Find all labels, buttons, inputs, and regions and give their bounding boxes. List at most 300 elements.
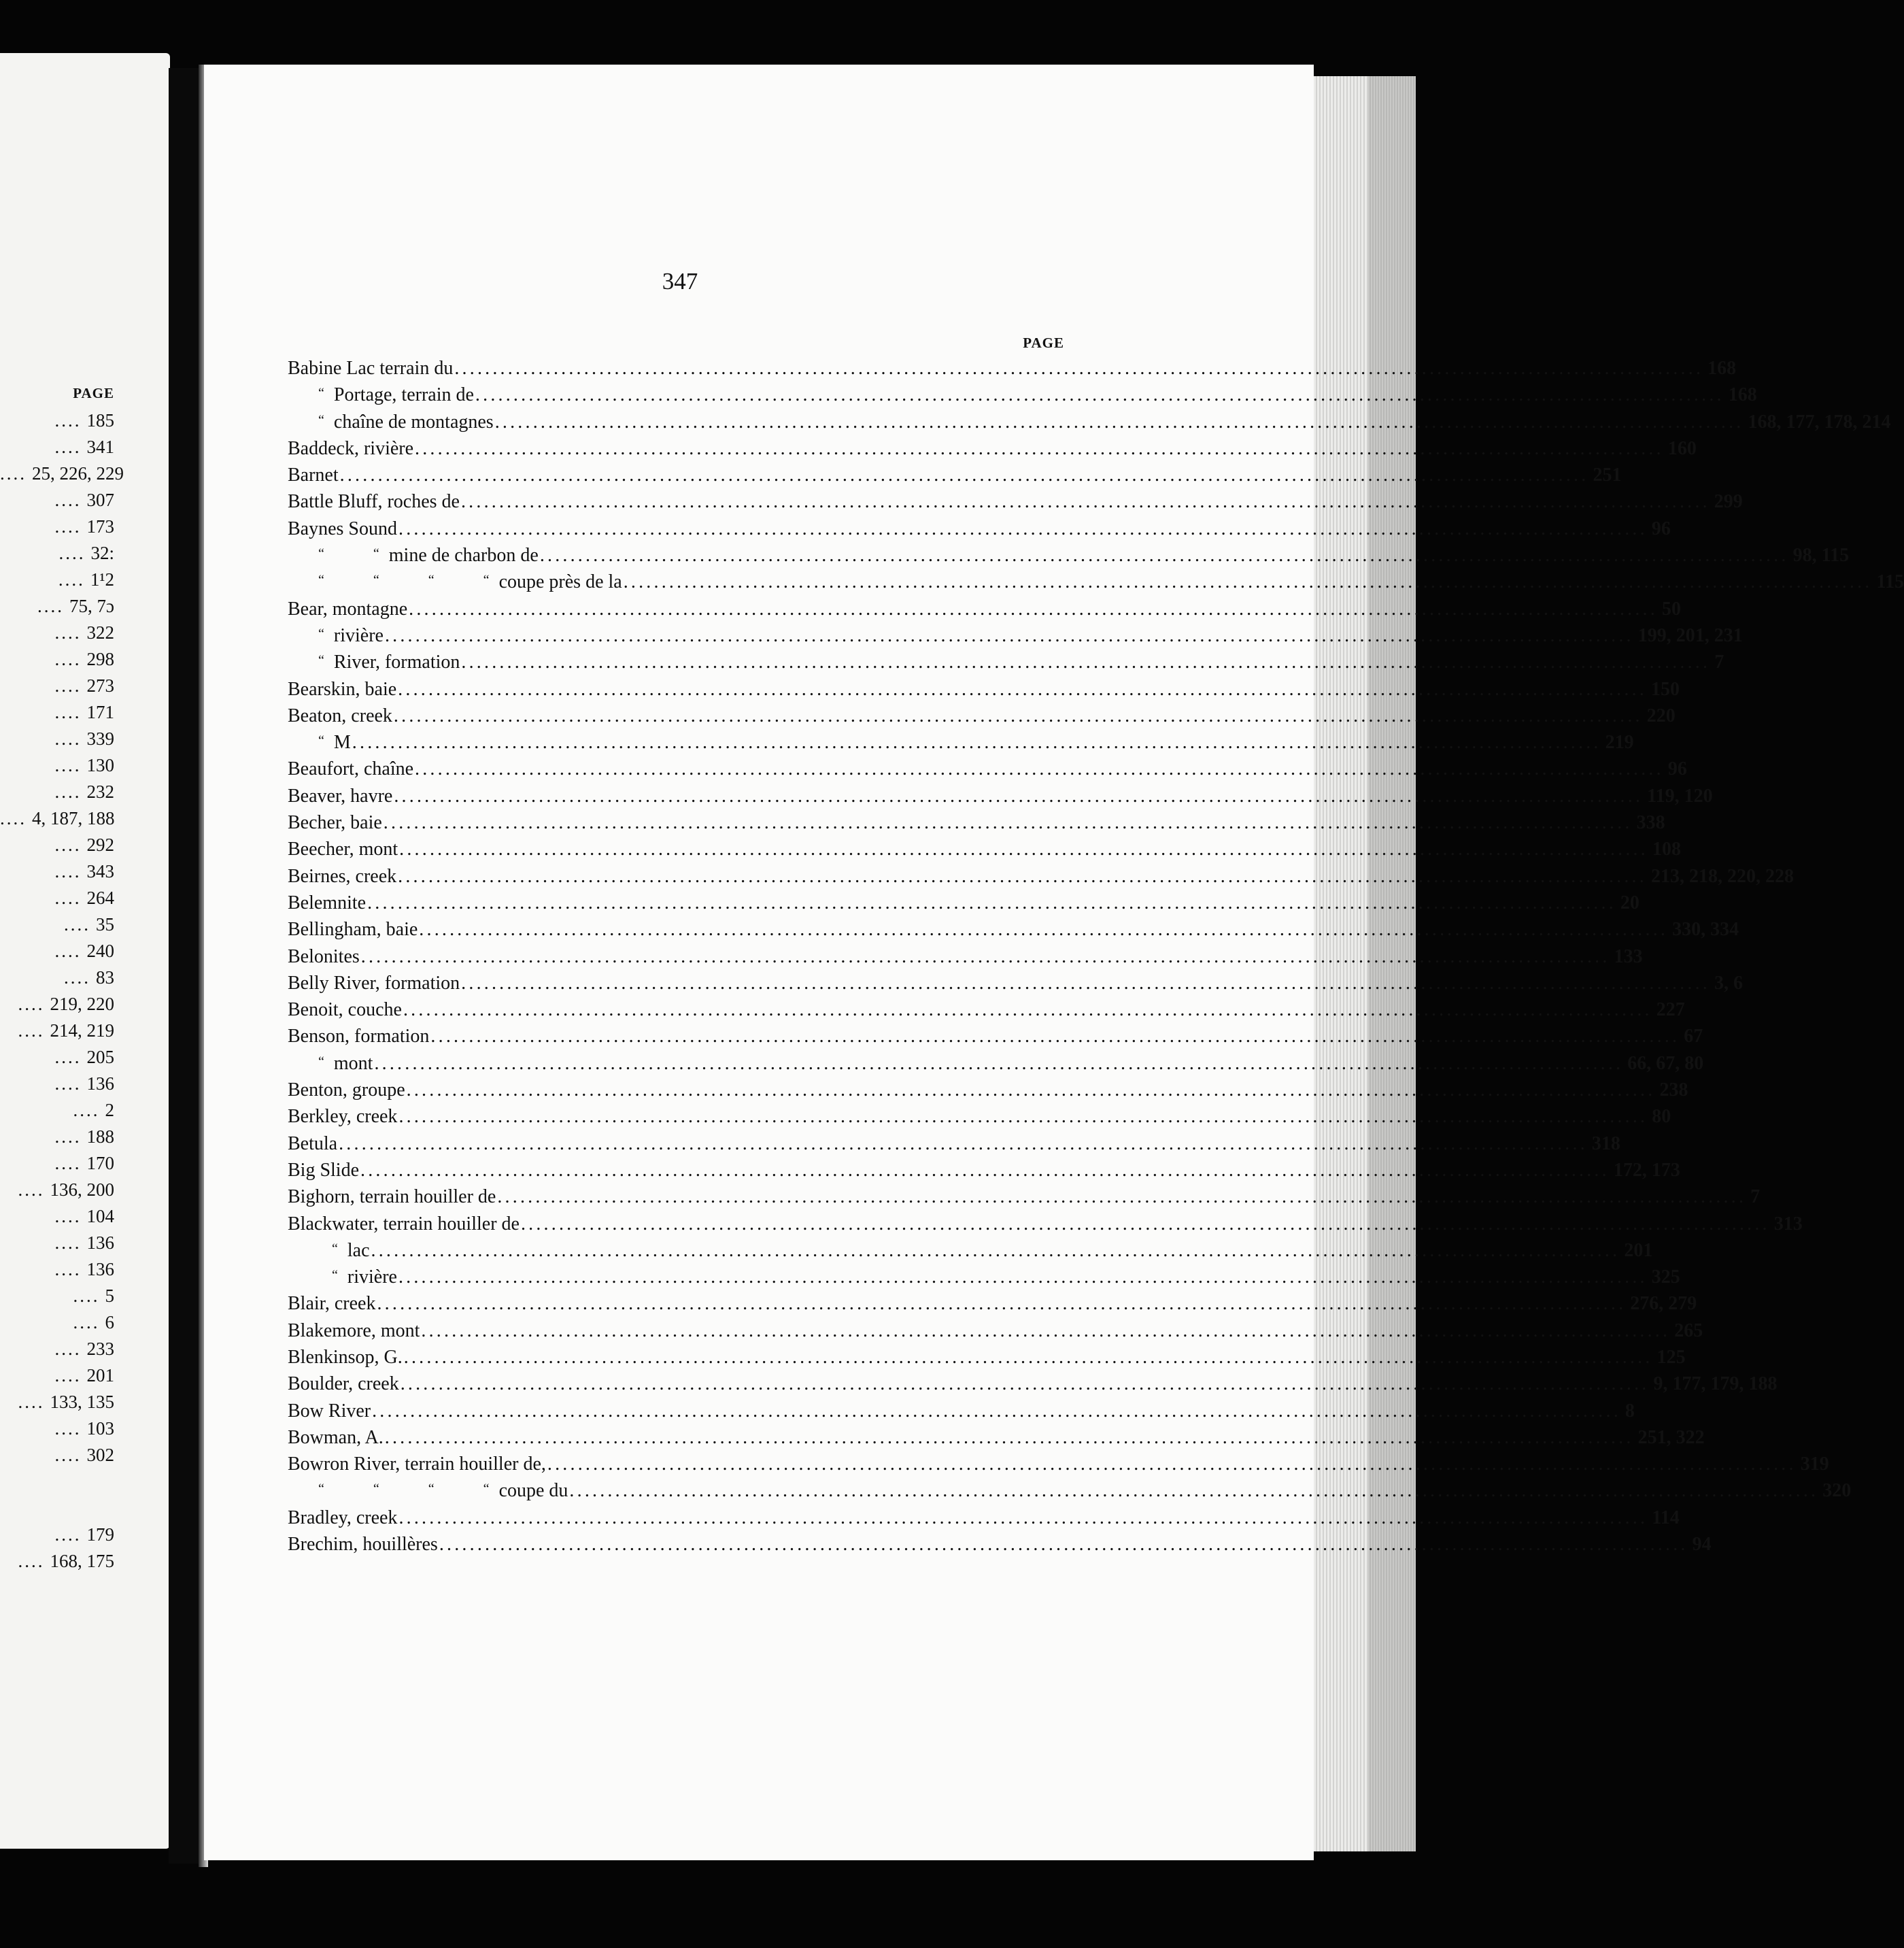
- index-entry: [288, 1451, 1829, 1477]
- entry-label: Baynes Sound: [288, 518, 397, 539]
- entry-label: Bear, montagne: [288, 598, 408, 620]
- entry-pages: 168: [1728, 384, 1757, 406]
- dot-leader: [547, 1451, 1797, 1477]
- entry-pages: 251: [1593, 465, 1622, 486]
- entry-label: Beaton, creek: [288, 705, 392, 726]
- entry-text-wrap: [288, 435, 413, 462]
- dot-leader: [454, 355, 1703, 382]
- entry-pages: 219: [1605, 732, 1634, 754]
- entry-text-wrap: [288, 836, 398, 862]
- left-page-line: .... 133, 135: [18, 1392, 114, 1412]
- left-page-line: .... 219, 220: [18, 994, 114, 1014]
- ditto-mark-icon: “: [318, 573, 324, 588]
- entry-label: Bighorn, terrain houiller de: [288, 1186, 496, 1208]
- entry-label: M: [333, 732, 351, 754]
- index-entry: [288, 1264, 1680, 1290]
- dot-leader: [415, 435, 1664, 462]
- entry-text-wrap: [288, 1344, 403, 1371]
- book-spine: [169, 68, 201, 1864]
- ditto-mark-icon: “: [332, 1268, 338, 1283]
- index-entry: [288, 1531, 1712, 1558]
- left-page-numbers: [0, 407, 124, 1575]
- left-page-number: 179: [86, 1524, 114, 1545]
- entry-text-wrap: [318, 1050, 373, 1077]
- entry-text-wrap: [332, 1237, 370, 1264]
- left-page-line: .... 307: [54, 490, 114, 510]
- entry-pages: 338: [1636, 812, 1665, 834]
- entry-pages: 227: [1656, 999, 1685, 1021]
- entry-pages: 299: [1714, 491, 1743, 513]
- left-page-line: .... 136: [54, 1232, 114, 1253]
- entry-text-wrap: [318, 622, 384, 649]
- dot-leader: [352, 729, 1601, 756]
- index-entry: [288, 1130, 1620, 1157]
- entry-text-wrap: [318, 409, 494, 435]
- index-entry: [288, 1371, 1778, 1397]
- left-page-header: PAGE: [73, 385, 114, 401]
- index-entry: [288, 916, 1739, 943]
- entry-pages: 9, 177, 179, 188: [1653, 1373, 1778, 1395]
- left-page-number: 185: [86, 410, 114, 431]
- left-page-number: 341: [86, 437, 114, 457]
- dot-leader: [404, 1344, 1653, 1371]
- dot-leader: [409, 596, 1658, 622]
- entry-label: mont: [333, 1052, 373, 1074]
- left-page-line: .... 214, 219: [18, 1020, 114, 1041]
- entry-label: coupe du: [498, 1480, 568, 1502]
- entry-pages: 213, 218, 220, 228: [1650, 865, 1794, 887]
- left-page-number: 75, 7ɔ: [69, 596, 114, 616]
- index-entry: [288, 1477, 1852, 1504]
- index-entry: [288, 1290, 1697, 1317]
- entry-label: Big Slide: [288, 1159, 360, 1181]
- entry-label: Belemnite: [288, 892, 367, 913]
- entry-label: Belly River, formation: [288, 972, 460, 994]
- dot-leader: [367, 890, 1616, 916]
- index-entry: [288, 783, 1713, 809]
- left-page-number: 136: [86, 1259, 114, 1279]
- entry-text-wrap: [288, 355, 453, 382]
- entry-text-wrap: [288, 1531, 438, 1558]
- dot-leader: [398, 516, 1648, 542]
- left-page-number: 322: [86, 622, 114, 643]
- left-page-number: 232: [86, 782, 114, 802]
- index-entry: [288, 970, 1743, 996]
- left-page-line: .... 179: [54, 1524, 114, 1545]
- dot-leader: [475, 382, 1724, 408]
- ditto-mark-icon: “: [318, 1054, 324, 1069]
- ditto-mark-icon: “: [428, 573, 435, 588]
- entry-pages: 313: [1773, 1213, 1803, 1235]
- ditto-mark-icon: “: [373, 1481, 379, 1497]
- entry-label: Baddeck, rivière: [288, 437, 414, 459]
- entry-text-wrap: [288, 676, 396, 703]
- entry-label: Beaver, havre: [288, 785, 393, 807]
- entry-label: Bowron River, terrain houiller de,: [288, 1454, 546, 1475]
- index-entry: [288, 542, 1850, 569]
- left-page-number: 83: [96, 967, 114, 988]
- dot-leader: [403, 996, 1652, 1023]
- left-page-line: .... 4, 187, 188: [0, 808, 115, 828]
- entry-pages: 320: [1822, 1480, 1852, 1502]
- left-page-line: .... 170: [54, 1153, 114, 1173]
- entry-text-wrap: [288, 1451, 546, 1477]
- index-entry: [288, 809, 1665, 836]
- entry-text-wrap: [288, 1317, 420, 1344]
- entry-label: Barnet: [288, 465, 339, 486]
- dot-leader: [398, 1103, 1648, 1130]
- entry-pages: 220: [1646, 705, 1676, 726]
- entry-text-wrap: [288, 1157, 359, 1183]
- entry-label: Becher, baie: [288, 812, 382, 834]
- entry-pages: 265: [1674, 1320, 1703, 1341]
- left-page-number: 233: [86, 1339, 114, 1359]
- left-page-line: .... 136: [54, 1073, 114, 1094]
- entry-label: Benoit, couche: [288, 999, 402, 1021]
- ditto-mark-icon: “: [373, 546, 379, 562]
- entry-text-wrap: [288, 1183, 496, 1210]
- entry-label: chaîne de montagnes: [333, 411, 494, 433]
- entry-pages: 114: [1652, 1507, 1680, 1528]
- index-entry: [288, 863, 1794, 890]
- entry-text-wrap: [288, 703, 392, 729]
- left-page-line: .... 103: [54, 1418, 114, 1439]
- entry-text-wrap: [318, 382, 474, 408]
- entry-text-wrap: [332, 1264, 397, 1290]
- entry-pages: 66, 67, 80: [1627, 1052, 1704, 1074]
- entry-label: Bow River: [288, 1400, 371, 1422]
- left-page-number: 343: [86, 861, 114, 881]
- entry-text-wrap: [288, 1023, 429, 1049]
- left-page-number: 205: [86, 1047, 114, 1067]
- index-entry: [288, 488, 1743, 515]
- index-entry: [288, 462, 1622, 488]
- left-page-number: 2: [105, 1100, 114, 1120]
- index-entry: [288, 1103, 1671, 1130]
- entry-text-wrap: [288, 488, 460, 515]
- index-entry: [288, 355, 1737, 382]
- entry-pages: 168, 177, 178, 214: [1748, 411, 1891, 433]
- index-entry: [288, 1237, 1653, 1264]
- entry-text-wrap: [318, 1477, 568, 1504]
- entry-label: coupe près de la: [498, 571, 622, 593]
- entry-label: Blackwater, terrain houiller de: [288, 1213, 520, 1235]
- left-page: [0, 53, 170, 1849]
- dot-leader: [415, 756, 1664, 782]
- left-page-number: 4, 187, 188: [32, 808, 115, 828]
- entry-text-wrap: [288, 1371, 399, 1397]
- ditto-mark-icon: “: [483, 1481, 490, 1497]
- entry-text-wrap: [288, 596, 407, 622]
- entry-label: Boulder, creek: [288, 1373, 399, 1395]
- left-page-number: 273: [86, 675, 114, 696]
- entry-text-wrap: [288, 996, 402, 1023]
- index-entry: [288, 836, 1681, 862]
- ditto-mark-icon: “: [318, 733, 324, 749]
- index-entry: [288, 382, 1757, 408]
- dot-leader: [421, 1317, 1670, 1344]
- left-page-line: .... 136, 200: [18, 1179, 114, 1200]
- entry-pages: 67: [1684, 1026, 1703, 1047]
- left-page-line: .... 232: [54, 782, 114, 802]
- entry-pages: 318: [1591, 1132, 1620, 1154]
- left-page-number: 6: [105, 1312, 114, 1332]
- dot-leader: [461, 970, 1710, 996]
- entry-label: Blenkinsop, G.: [288, 1346, 403, 1368]
- ditto-mark-icon: “: [318, 386, 324, 401]
- left-page-line: .... 32:: [58, 543, 114, 563]
- left-page-line: .... 5: [73, 1286, 114, 1306]
- entry-label: Portage, terrain de: [333, 384, 474, 406]
- ditto-mark-icon: “: [318, 626, 324, 641]
- ditto-mark-icon: “: [318, 1481, 324, 1497]
- dot-leader: [398, 1264, 1648, 1290]
- entry-text-wrap: [288, 756, 413, 782]
- index-entry: [288, 1344, 1686, 1371]
- dot-leader: [384, 809, 1633, 836]
- index-entry: [288, 435, 1697, 462]
- dot-leader: [569, 1477, 1818, 1504]
- dot-leader: [419, 916, 1668, 943]
- entry-label: Blakemore, mont: [288, 1320, 420, 1341]
- entry-text-wrap: [288, 943, 360, 970]
- left-page-number: 302: [86, 1445, 114, 1465]
- left-page-line: .... 130: [54, 755, 114, 775]
- left-page-number: 103: [86, 1418, 114, 1439]
- ditto-mark-icon: “: [318, 546, 324, 562]
- entry-pages: 50: [1661, 598, 1681, 620]
- dot-leader: [439, 1531, 1688, 1558]
- dot-leader: [372, 1398, 1621, 1424]
- index-entry: [288, 1157, 1680, 1183]
- ditto-mark-icon: “: [332, 1241, 338, 1256]
- ditto-mark-icon: “: [373, 573, 379, 588]
- index-entry: [288, 1050, 1704, 1077]
- entry-pages: 3, 6: [1714, 972, 1743, 994]
- left-page-line: .... 273: [54, 675, 114, 696]
- dot-leader: [430, 1023, 1680, 1049]
- index-list: [288, 355, 1904, 1558]
- dot-leader: [461, 649, 1710, 675]
- dot-leader: [407, 1077, 1656, 1103]
- left-page-line: .... 2: [73, 1100, 114, 1120]
- index-entry: [288, 1424, 1705, 1451]
- entry-pages: 330, 334: [1672, 919, 1739, 941]
- left-page-number: 32:: [90, 543, 114, 563]
- index-entry: [288, 1317, 1703, 1344]
- index-entry: [288, 756, 1687, 782]
- dot-leader: [624, 569, 1873, 595]
- left-page-line: .... 75, 7ɔ: [37, 596, 114, 616]
- entry-label: Babine Lac terrain du: [288, 358, 454, 379]
- dot-leader: [339, 1130, 1588, 1157]
- dot-leader: [497, 1183, 1746, 1210]
- left-page-number: 240: [86, 941, 114, 961]
- left-page-number: 133, 135: [50, 1392, 114, 1412]
- left-page-number: 219, 220: [50, 994, 114, 1014]
- ditto-mark-icon: “: [483, 573, 490, 588]
- entry-label: rivière: [347, 1266, 397, 1288]
- left-page-line: [0, 1495, 114, 1522]
- index-entry: [288, 676, 1680, 703]
- left-page-number: 136: [86, 1073, 114, 1094]
- dot-leader: [394, 703, 1643, 729]
- entry-pages: 20: [1620, 892, 1639, 913]
- entry-pages: 199, 201, 231: [1637, 624, 1743, 646]
- left-page-number: 104: [86, 1206, 114, 1226]
- left-page-number: 264: [86, 888, 114, 908]
- dot-leader: [374, 1050, 1623, 1077]
- left-page-line: .... 188: [54, 1126, 114, 1147]
- entry-pages: 251, 322: [1637, 1426, 1705, 1448]
- entry-pages: 325: [1651, 1266, 1680, 1288]
- index-entry: [288, 1183, 1761, 1210]
- entry-label: lac: [347, 1239, 370, 1261]
- left-page-line: .... 341: [54, 437, 114, 457]
- entry-pages: 168: [1707, 358, 1737, 379]
- entry-text-wrap: [288, 970, 460, 996]
- entry-text-wrap: [288, 783, 392, 809]
- left-page-line: .... 104: [54, 1206, 114, 1226]
- entry-pages: 98, 115: [1792, 545, 1850, 567]
- left-page-number: 170: [86, 1153, 114, 1173]
- left-page-line: .... 173: [54, 516, 114, 537]
- left-page-number: 35: [96, 914, 114, 935]
- dot-leader: [540, 542, 1789, 569]
- index-entry: [288, 1505, 1680, 1531]
- dot-leader: [385, 1424, 1634, 1451]
- entry-pages: 96: [1667, 758, 1687, 780]
- left-page-line: .... 205: [54, 1047, 114, 1067]
- entry-text-wrap: [288, 1130, 337, 1157]
- entry-text-wrap: [318, 649, 460, 675]
- dot-leader: [495, 409, 1744, 435]
- entry-text-wrap: [288, 890, 366, 916]
- left-page-line: .... 6: [73, 1312, 114, 1332]
- dot-leader: [340, 462, 1589, 488]
- index-entry: [288, 596, 1681, 622]
- index-entry: [288, 943, 1643, 970]
- left-page-line: .... 264: [54, 888, 114, 908]
- left-page-line: .... 171: [54, 702, 114, 722]
- index-entry: [288, 996, 1685, 1023]
- entry-pages: 150: [1650, 678, 1680, 700]
- entry-text-wrap: [288, 1290, 375, 1317]
- dot-leader: [521, 1211, 1770, 1237]
- left-page-number: 5: [105, 1286, 114, 1306]
- left-page-line: .... 298: [54, 649, 114, 669]
- left-page-number: 25, 226, 229: [32, 463, 124, 484]
- entry-pages: 96: [1651, 518, 1671, 539]
- index-entry: [288, 569, 1904, 595]
- left-page-line: .... 302: [54, 1445, 114, 1465]
- left-page-number: 168, 175: [50, 1551, 114, 1571]
- entry-text-wrap: [288, 1424, 384, 1451]
- left-page-line: .... 201: [54, 1365, 114, 1386]
- left-page-number: 171: [86, 702, 114, 722]
- entry-text-wrap: [318, 569, 622, 595]
- entry-label: Benton, groupe: [288, 1079, 405, 1101]
- dot-leader: [461, 488, 1710, 515]
- left-page-number: 214, 219: [50, 1020, 114, 1041]
- left-page-number: 136: [86, 1232, 114, 1253]
- index-entry: [288, 1023, 1703, 1049]
- left-page-number: 298: [86, 649, 114, 669]
- left-page-line: .... 322: [54, 622, 114, 643]
- dot-leader: [385, 622, 1634, 649]
- left-page-line: .... 292: [54, 835, 114, 855]
- index-entry: [288, 729, 1634, 756]
- left-page-line: .... 168, 175: [18, 1551, 114, 1571]
- left-page-line: .... 1¹2: [58, 569, 114, 590]
- left-page-line: .... 233: [54, 1339, 114, 1359]
- index-entry: [288, 622, 1743, 649]
- entry-pages: 7: [1714, 652, 1724, 673]
- index-entry: [288, 409, 1891, 435]
- entry-text-wrap: [288, 916, 418, 943]
- left-page-number: 130: [86, 755, 114, 775]
- left-page-line: .... 35: [64, 914, 114, 935]
- entry-label: Beaufort, chaîne: [288, 758, 414, 780]
- index-entry: [288, 649, 1724, 675]
- left-page-line: [0, 1468, 114, 1495]
- entry-label: Beirnes, creek: [288, 865, 397, 887]
- page-number: 347: [662, 268, 698, 295]
- entry-pages: 201: [1624, 1239, 1653, 1261]
- left-page-number: 188: [86, 1126, 114, 1147]
- entry-pages: 172, 173: [1613, 1159, 1680, 1181]
- left-page-line: .... 136: [54, 1259, 114, 1279]
- dot-leader: [371, 1237, 1620, 1264]
- dot-leader: [361, 943, 1610, 970]
- entry-label: Berkley, creek: [288, 1106, 398, 1128]
- left-page-number: 307: [86, 490, 114, 510]
- entry-label: Bellingham, baie: [288, 919, 418, 941]
- entry-text-wrap: [288, 462, 339, 488]
- left-page-line: .... 339: [54, 728, 114, 749]
- entry-pages: 8: [1625, 1400, 1635, 1422]
- entry-label: Bradley, creek: [288, 1507, 398, 1528]
- entry-pages: 115: [1876, 571, 1904, 593]
- index-entry: [288, 890, 1639, 916]
- dot-leader: [360, 1157, 1610, 1183]
- entry-label: Battle Bluff, roches de: [288, 491, 460, 513]
- entry-pages: 125: [1656, 1346, 1686, 1368]
- entry-pages: 108: [1652, 839, 1681, 860]
- left-page-number: 136, 200: [50, 1179, 114, 1200]
- entry-text-wrap: [288, 1398, 371, 1424]
- entry-label: River, formation: [333, 652, 460, 673]
- entry-text-wrap: [288, 863, 396, 890]
- index-entry: [288, 1398, 1635, 1424]
- dot-leader: [398, 1505, 1648, 1531]
- page-column-header: PAGE: [1023, 335, 1064, 351]
- entry-pages: 276, 279: [1630, 1293, 1697, 1315]
- entry-label: rivière: [333, 624, 384, 646]
- entry-label: Blair, creek: [288, 1293, 376, 1315]
- entry-pages: 319: [1800, 1454, 1829, 1475]
- entry-pages: 80: [1652, 1106, 1671, 1128]
- left-page-number: 1¹2: [90, 569, 114, 590]
- entry-label: Brechim, houillères: [288, 1534, 438, 1556]
- entry-label: Benson, formation: [288, 1026, 430, 1047]
- left-page-number: 339: [86, 728, 114, 749]
- dot-leader: [394, 783, 1643, 809]
- entry-pages: 133: [1614, 945, 1643, 967]
- left-page-number: 201: [86, 1365, 114, 1386]
- dot-leader: [399, 836, 1648, 862]
- dot-leader: [401, 1371, 1650, 1397]
